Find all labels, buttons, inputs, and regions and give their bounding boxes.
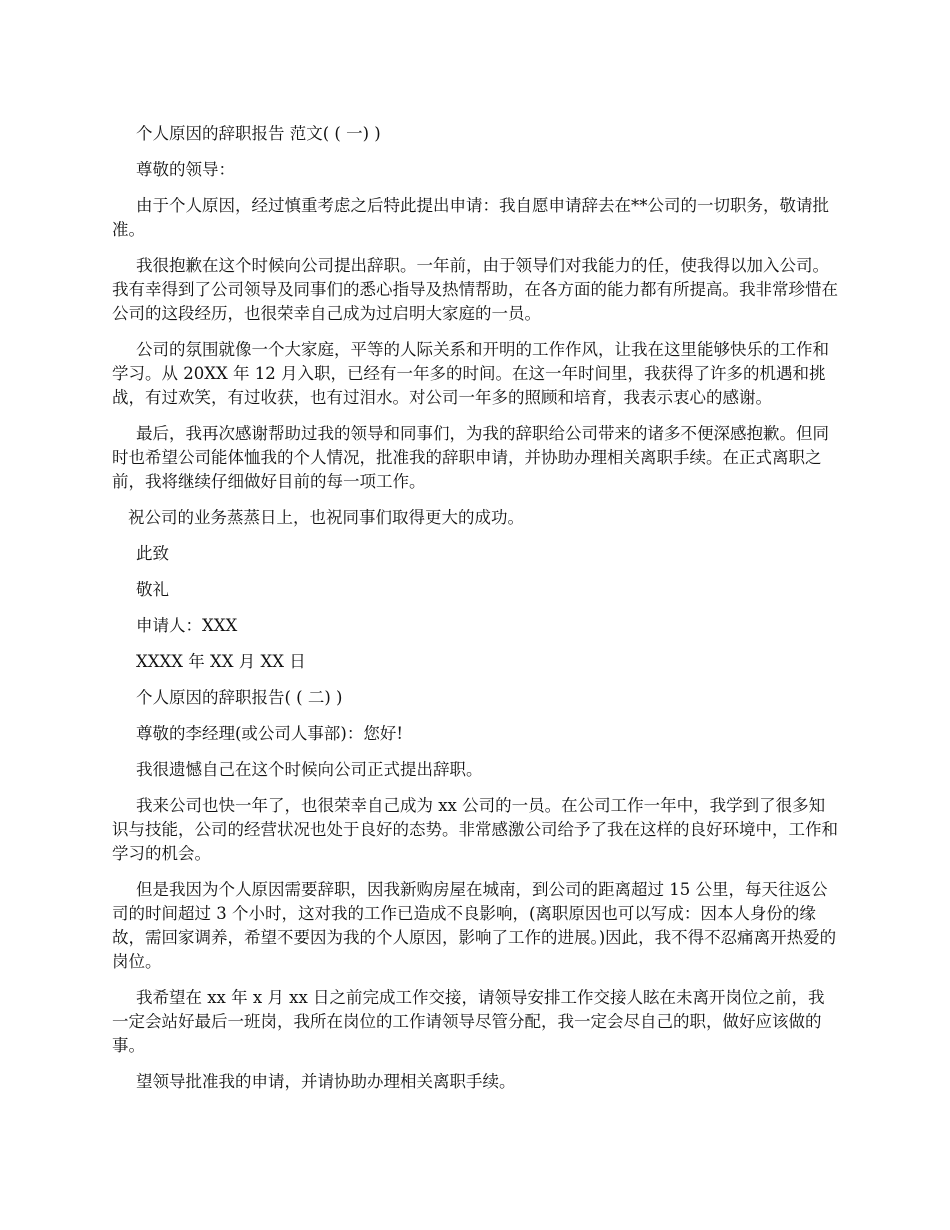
section-title-1: 个人原因的辞职报告 范文( ( 一) ) (136, 124, 381, 143)
closing-2: 敬礼 (136, 580, 169, 599)
paragraph-9: 望领导批准我的申请，并请协助办理相关离职手续。 (136, 1072, 516, 1091)
paragraph-5: 我很遗憾自己在这个时候向公司正式提出辞职。 (136, 760, 483, 779)
blessing-line: 祝公司的业务蒸蒸日上，也祝同事们取得更大的成功。 (128, 508, 524, 527)
paragraph-2: 我很抱歉在这个时候向公司提出辞职。一年前，由于领导们对我能力的任，使我得以加入公司。我有幸得到了公司领导及同事们的悉心指导及热情帮助，在各方面的能力都有所提高。我非常珍惜在公司的这段经历，也很荣幸自己成为过启明大家庭的一员。 (112, 256, 838, 323)
paragraph-4: 最后，我再次感谢帮助过我的领导和同事们，为我的辞职给公司带来的诸多不便深感抱歉。但同时也希望公司能体恤我的个人情况，批准我的辞职申请，并协助办理相关离职手续。在正式离职之前，我将继续仔细做好目前的每一项工作。 (112, 424, 829, 491)
paragraph-7: 但是我因为个人原因需要辞职，因我新购房屋在城南，到公司的距离超过 15 公里，每天往返公司的时间超过 3 个小时，这对我的工作已造成不良影响，(离职原因也可以写成：因本人身份的缘故，需回家调养，希望不要因为我的个人原因，影响了工作的进展。)因此，我不得不忍痛离开热爱的岗位。 (112, 880, 837, 971)
applicant-line: 申请人：XXX (136, 616, 238, 635)
salutation-1: 尊敬的领导： (136, 160, 235, 179)
closing-1: 此致 (136, 544, 169, 563)
paragraph-3: 公司的氛围就像一个大家庭，平等的人际关系和开明的工作作风，让我在这里能够快乐的工作和学习。从 20XX 年 12 月入职，已经有一年多的时间。在这一年时间里，我获得了许多的机遇和挑战，有过欢笑，有过收获，也有过泪水。对公司一年多的照顾和培育，我表示衷心的感谢。 (112, 340, 829, 407)
date-line: XXXX 年 XX 月 XX 日 (136, 652, 306, 671)
document-body (112, 122, 840, 1106)
section-title-2: 个人原因的辞职报告( ( 二) ) (136, 688, 343, 707)
paragraph-6: 我来公司也快一年了，也很荣幸自己成为 xx 公司的一员。在公司工作一年中，我学到了很多知识与技能，公司的经营状况也处于良好的态势。非常感激公司给予了我在这样的良好环境中，工作和学习的机会。 (112, 796, 838, 863)
paragraph-1: 由于个人原因，经过慎重考虑之后特此提出申请：我自愿申请辞去在**公司的一切职务，敬请批准。 (112, 196, 829, 239)
salutation-2: 尊敬的李经理(或公司人事部)：您好! (136, 724, 404, 743)
paragraph-8: 我希望在 xx 年 x 月 xx 日之前完成工作交接，请领导安排工作交接人眩在未离开岗位之前，我一定会站好最后一班岗，我所在岗位的工作请领导尽管分配，我一定会尽自己的职，做好应该做的事。 (112, 988, 825, 1055)
